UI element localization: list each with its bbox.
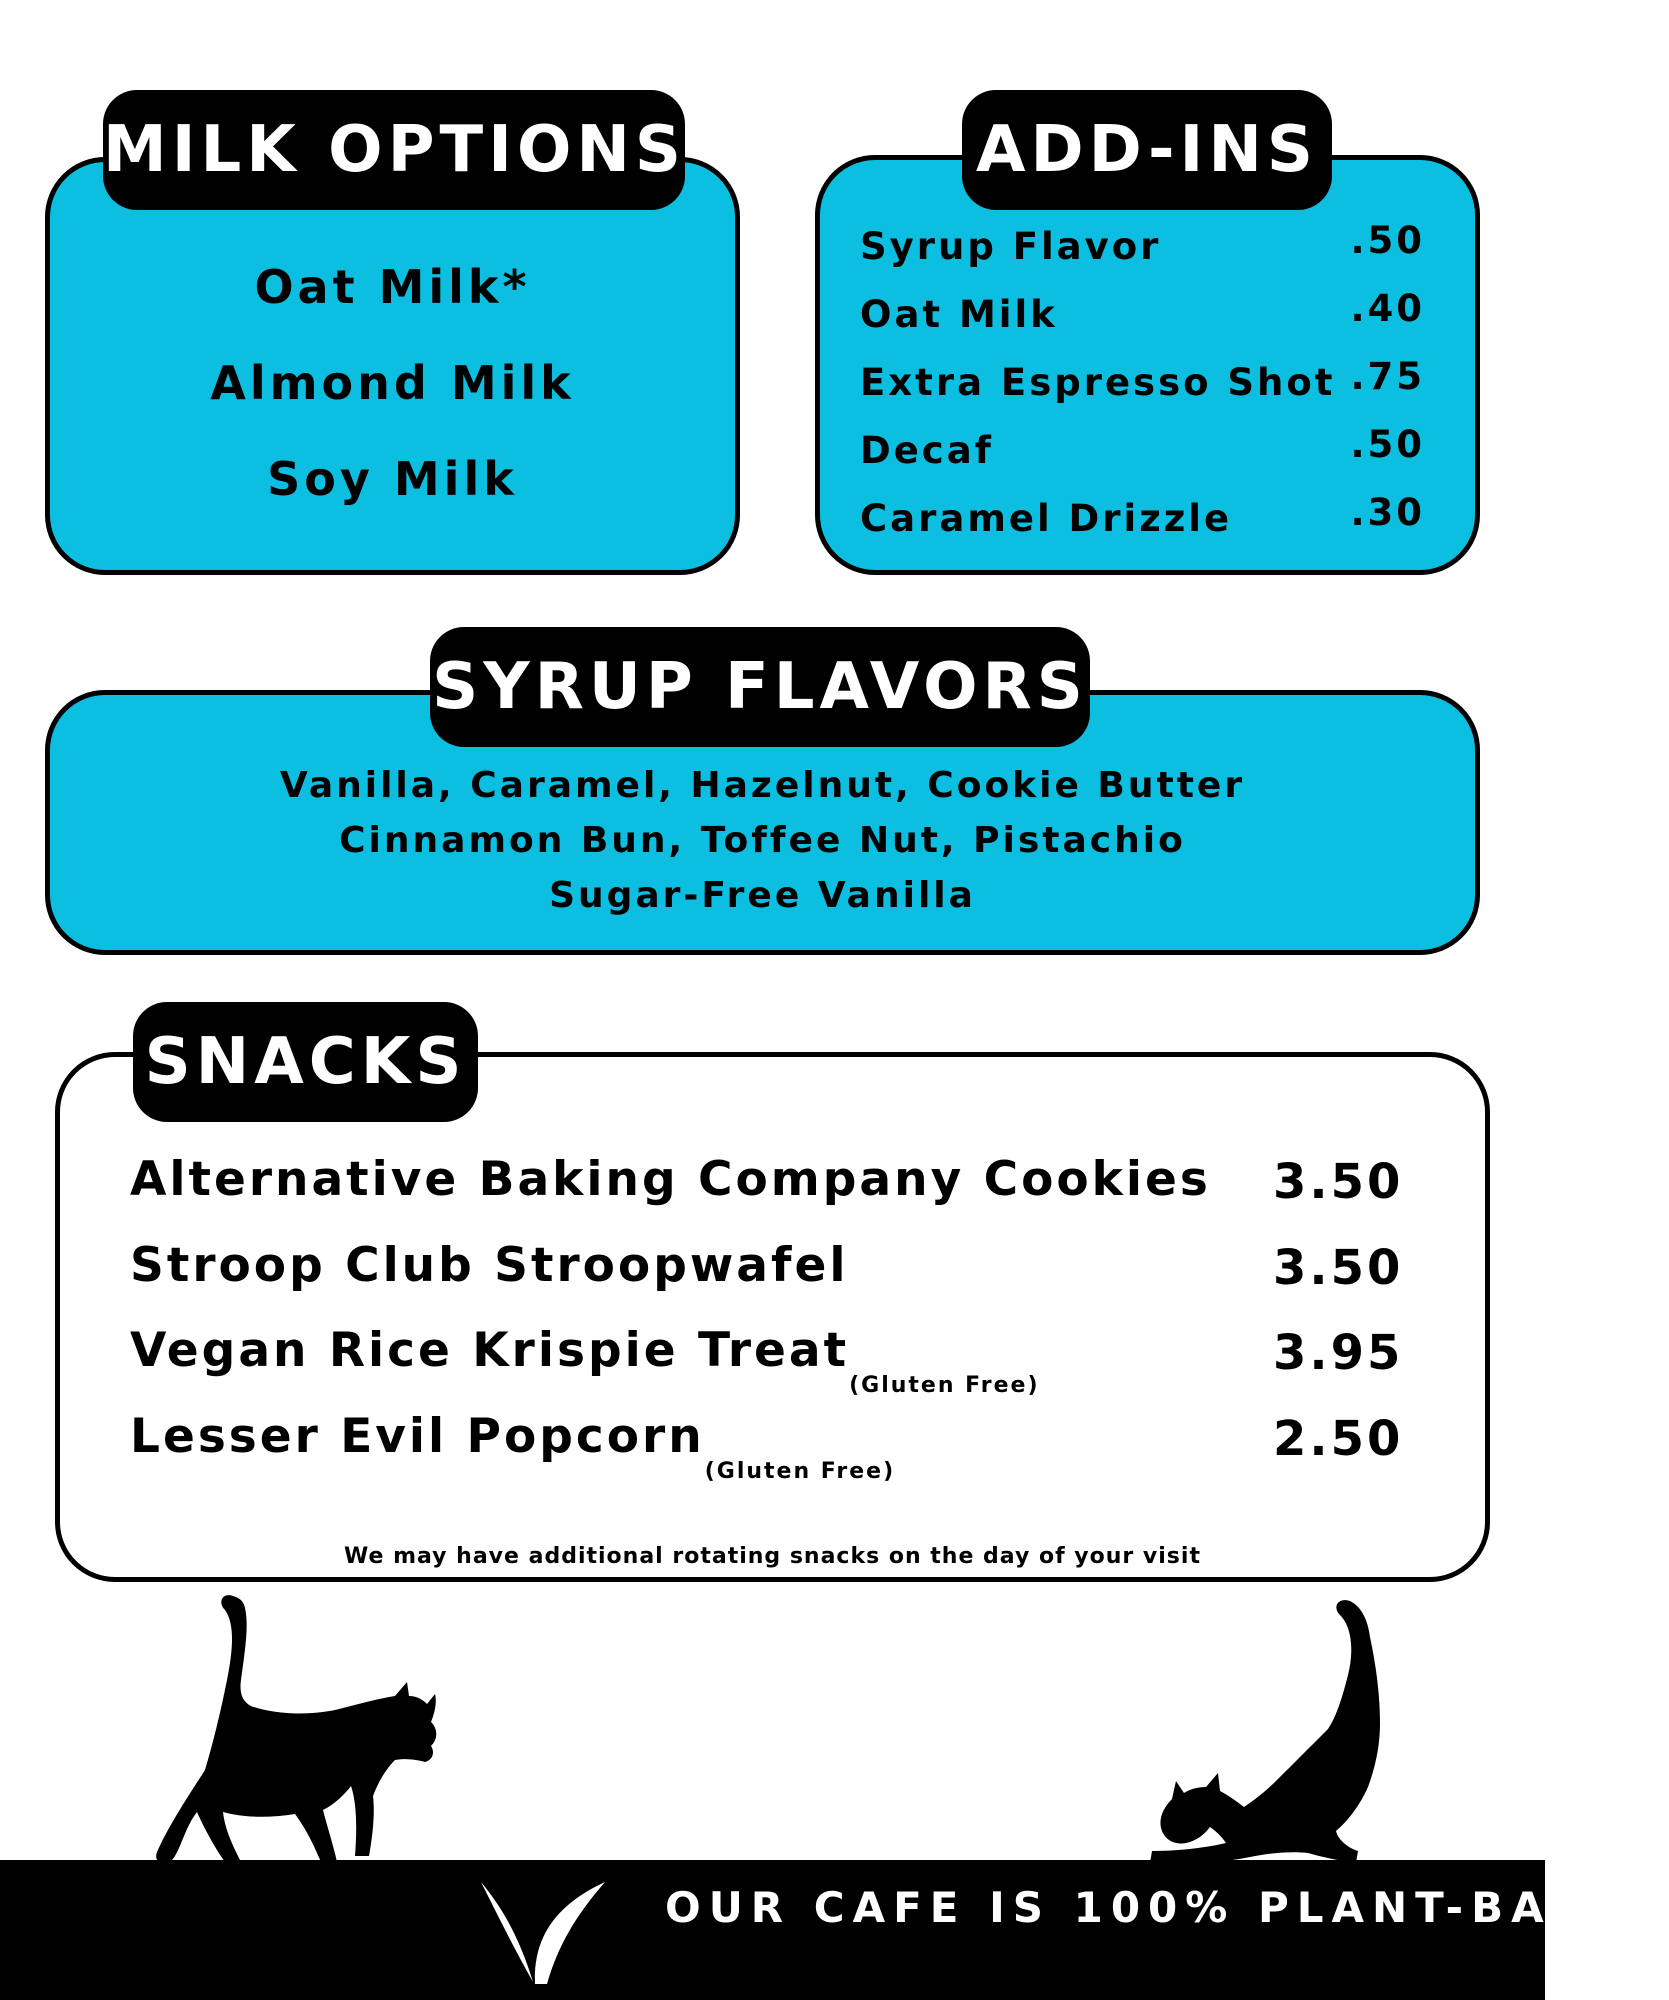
add-ins-panel: [815, 155, 1480, 575]
add-in-row: [860, 355, 1435, 413]
milk-item: Almond Milk: [210, 356, 575, 410]
add-in-row: [860, 219, 1435, 277]
snack-name: Alternative Baking Company Cookies: [130, 1152, 1211, 1207]
snack-price: 2.50: [1273, 1411, 1404, 1467]
syrup-line: Cinnamon Bun, Toffee Nut, Pistachio: [339, 820, 1186, 861]
snack-name: Lesser Evil Popcorn: [130, 1409, 705, 1464]
syrup-line: Vanilla, Caramel, Hazelnut, Cookie Butter: [279, 765, 1246, 806]
add-in-row: [860, 423, 1435, 481]
add-in-price: .75: [1350, 355, 1425, 398]
snack-price: 3.50: [1273, 1240, 1404, 1296]
add-in-price: .50: [1350, 219, 1425, 262]
snack-price: 3.50: [1273, 1154, 1404, 1210]
footer-bar: [0, 1860, 1669, 2000]
milk-item: Soy Milk: [267, 452, 518, 506]
snack-row: [130, 1323, 1415, 1398]
add-in-name: Syrup Flavor: [860, 225, 1162, 268]
add-in-price: .50: [1350, 423, 1425, 466]
snack-row: [130, 1152, 1415, 1222]
add-in-name: Extra Espresso Shot: [860, 361, 1336, 404]
add-in-name: Oat Milk: [860, 293, 1058, 336]
plant-based-statement: OUR CAFE IS 100% PLANT-BASED: [665, 1883, 1669, 1932]
gluten-free-note: (Gluten Free): [849, 1373, 1040, 1398]
milk-options-title: MILK OPTIONS: [103, 90, 685, 210]
snack-price: 3.95: [1273, 1325, 1404, 1381]
add-in-row: [860, 491, 1435, 549]
add-ins-title: ADD-INS: [962, 90, 1332, 210]
snacks-title: SNACKS: [133, 1002, 478, 1122]
add-in-row: [860, 287, 1435, 345]
snack-row: [130, 1238, 1415, 1308]
leaf-icon: [475, 1878, 615, 1988]
gluten-free-note: (Gluten Free): [704, 1459, 896, 1484]
snacks-disclaimer: We may have additional rotating snacks on the day of your visit: [344, 1544, 1201, 1569]
snack-name: Stroop Club Stroopwafel: [130, 1238, 849, 1293]
stretching-cat-icon: [1140, 1595, 1400, 1870]
add-in-price: .40: [1350, 287, 1425, 330]
add-in-price: .30: [1350, 491, 1425, 534]
add-in-name: Caramel Drizzle: [860, 497, 1233, 540]
snack-row: [130, 1409, 1415, 1484]
syrup-flavors-title: SYRUP FLAVORS: [430, 627, 1090, 747]
add-in-name: Decaf: [860, 429, 994, 472]
walking-cat-icon: [145, 1590, 455, 1870]
syrup-line: Sugar-Free Vanilla: [549, 875, 976, 916]
snack-name: Vegan Rice Krispie Treat: [130, 1323, 850, 1378]
milk-item: Oat Milk*: [254, 260, 531, 314]
snacks-panel: [55, 1052, 1490, 1582]
milk-options-panel: [45, 157, 740, 575]
